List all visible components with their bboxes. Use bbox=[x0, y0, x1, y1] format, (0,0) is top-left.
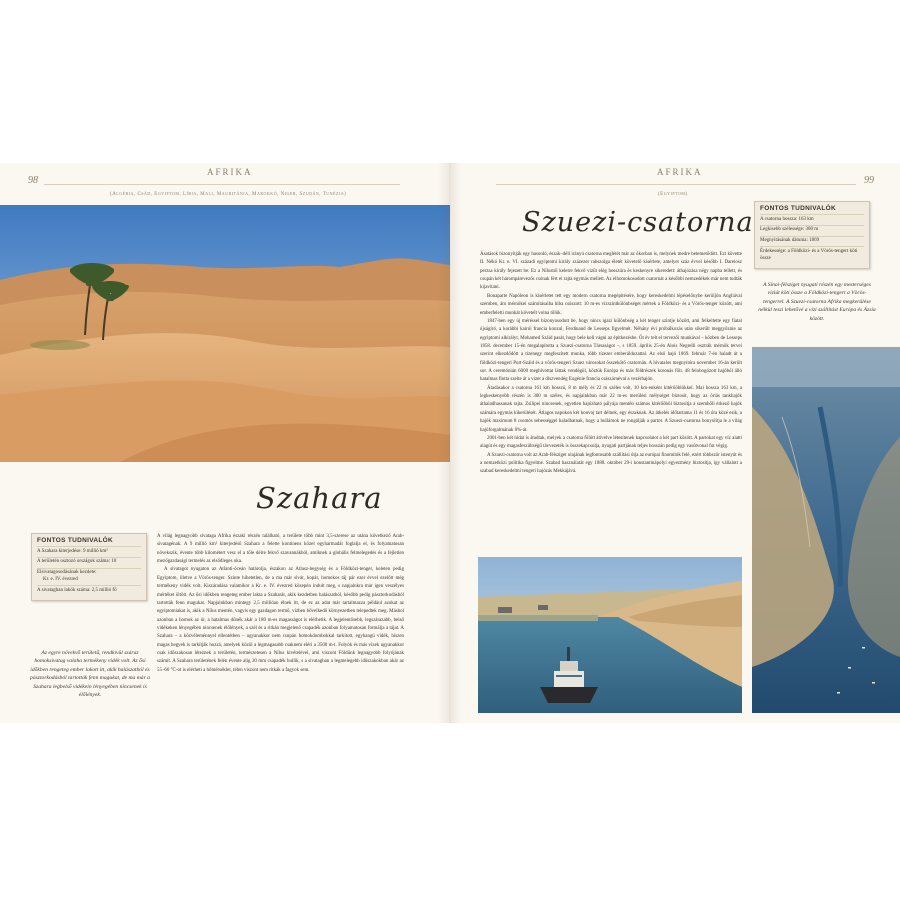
fact-box bbox=[31, 533, 147, 601]
fact-row: A Szahara kiterjedése: 9 millió km² bbox=[37, 546, 141, 557]
right-page bbox=[450, 163, 900, 723]
book-gutter bbox=[438, 163, 462, 723]
header-rule bbox=[496, 184, 856, 185]
book-spread bbox=[0, 163, 900, 723]
paragraph: Átadásakor a csatorna 161 km hosszú, 8 m mély és 22 m széles volt, 10 km-enként kitérőöblökkel. Mai hossza 163 km, a legkeskenyebb részén is 300 m széles, és napjainkban már 22 m-es merülési mélységet biztosít, hogy az óriás tankhajók áthaladhassanak rajta. Zsilipei nincsenek, egyetlen hajózható pályája mentén számos kitérőöböl biztosítja a szembőli érkező hajók számára egymás kikerülését. Átlagos napokon két konvoj tart délnek, egy északnak. Az átkelés időtartama 11 és 16 óra közé esik, a hajók maximum 8 csomós sebességgel haladhatnak, hogy a hullámok ne rongálják a partot. A Szuezi-csatorna bonyolítja le a világ hajóforgalmának 8%-át. bbox=[480, 385, 742, 433]
fact-row: Legkisebb szélessége: 300 m bbox=[760, 225, 864, 236]
fact-row: Megnyitásának dátuma: 1869 bbox=[760, 236, 864, 247]
suez-ship-photo bbox=[478, 557, 742, 713]
page-number: 98 bbox=[28, 175, 38, 186]
paragraph: Ásatások bizonyítják egy hasonló, észak–déli irányú csatorna meglétét már az ókorban is, melynek medre betemetődött. Ezt követte II. Nékó Kr. e. VI. századi egyiptomi király százezer rabszolga életét követelő kísérlete, amelyet száz évvel később I. Dareiosz perzsa király fejezett be. Ez a Nílustól keletre fekvő vizűt elég hosszúra és keskenyre sikeredett: áthajózása négy napba tellett, és csupán két hárompárevezős csónak fért el rajta egymás mellett. Az elhomokosodott csatornát a későbbi nemzedékek már nem tudták kijavítani. bbox=[480, 252, 742, 291]
page-title: Szahara bbox=[256, 481, 383, 515]
fact-row: Érdekessége: a Földközi- és a Vörös-tengert köti össze bbox=[760, 246, 864, 264]
header-rule bbox=[44, 184, 400, 185]
photo-caption: Az egyre növekvő területű, rendkívül száraz homoksivatag valaha termékeny vidék volt. Az ősi időkben rengeteg ember lakott itt, akik halászatból és pásztorkodásból tartották fenn magukat, de ma már a Szahara legbelső vidékein lényegében nincsenek is élőlények. bbox=[30, 650, 150, 698]
body-text bbox=[157, 533, 404, 675]
paragraph: Bonaparte Napóleon is kísérletet tett egy modern csatorna megépítésére, hogy kereskedelmi lépéselőnybe kerüljön Angliával szemben, ám mérnökei számításaiba hiba csúszott: 10 m-es vízszintkülönbséget mértek a Földközi- és a Vörös-tenger között, ami emberfeletti munkát követelt volna tőlük. bbox=[480, 293, 742, 316]
fact-box-title: FONTOS TUDNIVALÓK bbox=[37, 537, 113, 544]
sahara-photo bbox=[0, 205, 450, 462]
running-head: AFRIKA bbox=[657, 167, 703, 177]
paragraph: A Szuezi-csatorna volt az Arab-félsziget olajának legfontosabb szállítási útja az európai finomítók felé, ezért többször istenyút és a nemzetközi politika figyelme. Szabad használatát egy 1888. október 29-i konstantinápolyi egyezmény biztosítja, így vállalott a szabad kereskedelmi tengeri hajózás Mekkájává. bbox=[480, 452, 742, 475]
fact-box bbox=[754, 201, 870, 269]
page-title: Szuezi-csatorna bbox=[522, 207, 754, 238]
fact-row: A területén osztozó országok száma: 10 bbox=[37, 557, 141, 568]
left-page bbox=[0, 163, 450, 723]
suez-aerial-photo bbox=[752, 347, 900, 713]
fact-row: A csatorna hossza: 163 km bbox=[760, 214, 864, 225]
body-text bbox=[480, 251, 742, 477]
paragraph: 2001-ben két hidat is átadtak, melyek a csatorna fölött átívelve létesítenek kapcsolatot a két part között. A partokat egy víz alatti alagút és egy magasfeszültségű távvezeték is összekapcsolja, nyugati partjának teljes hosszán pedig egy vasútvonal fut végig. bbox=[480, 435, 742, 450]
paragraph: A sivatagot nyugaton az Atlanti-óceán határolja, északon az Atlasz-hegység és a Földközi-tenger, keleten pedig Egyiptom, illetve a Vörös-tenger. Szinte hihetetlen, de a ma már sivár, kopár, homokos táj pár ezer évvel ezelőtt még termékeny vidék volt. Kiszáradása valamikor a Kr. e. IV. évezred közepén indult meg, s napjainkra már igen veszélyes mértéket öltött. Az ősi időkben rengeteg ember lakta a Szaharát, akik kezdetben halászatból, később pedig pásztorkodásból tartották fenn magukat. Napjainkban mintegy 2,5 millióan élnek itt, de ez az adat már tartalmazza például azokat az egyiptomiakat is, akik a Nílus mentén, vagyis egy gazdagon termő, vízben bővelkedő környezetben telepedtek meg. Máshol azonban a homok az úr, a hatalmas dűnék akár a 180 m-es magasságot is elérhetik. A legjelentősebb, legszárazabb, belső vidékeken lényegében nincsenek élőlények, a szél és a ritkán megjelenő csapadék azonban folyamatosan formálja a tájat. A Szahara – a közvéleménnyel ellentétben – ugyanakkor nem csupán homokdombokkal tarkított, egyhangú vidék, hiszen magas hegyek is tarkítják hozzá, amelyek közül a legmagasabb csaknem eléri a 3500 m-t. Folyók és más vizek ugyanakkor csak időszakosan léteznek a területén, természetesen a Nílus kivételével, ami viszont Földünk legnagyobb folyójának számít. A Szahara területének felén évente alig 20 mm csapadék hullik, s a sivatagban a legmelegebb időszakokban akár az 55–60 °C-ot is elérheti a hőmérséklet, télen viszont nem ritkák a fagyok sem. bbox=[157, 567, 404, 673]
photo-caption: A Sínai-félsziget nyugati részén egy mesterséges víziút köti össze a Földközi-tengert a Vörös-tengerrel. A Szuezi-csatorna Afrika megkerülése nélkül teszi lehetővé a vízi szállítást Európa és Ázsia között. bbox=[758, 282, 876, 322]
running-subhead: (Egyiptom) bbox=[658, 192, 688, 197]
fact-row: Elsivatagosodásának kezdete: Kr. e. IV. évezred bbox=[37, 568, 141, 586]
running-head: AFRIKA bbox=[207, 167, 253, 177]
page-number: 99 bbox=[864, 175, 874, 186]
running-subhead: (Algéria, Csád, Egyiptom, Líbia, Mali, Mauritánia, Marokkó, Niger, Szudán, Tunézia) bbox=[110, 192, 347, 197]
paragraph: 1847-ben egy új méréssel bizonyosodott be, hogy nincs igazi különbség a két tenger szintje között, ami felkeltette egy fiatal újságíró, a korábbi kairói francia konzul, Ferdinand de Lesseps figyelmét. Néhány évi próbálkozás után sikerült meggyőznie az egyiptomi alkirályt, Mohamed Száid pasát, hogy bele kell vágni az építkezésbe. Öt év telt el tervezői munkával – közben de Lesseps 1858. december 15-én megalapította a Szuezi-csatorna Társaságot –, s 1859. április 25-én Alois Negrelli osztrák mérnök tervei szerint elkezdődött a tizenegy megfeszített munka, több tízezer emberáldozattal. Az első hajó 1869. február 7-én haladt át a földközi-tengeri Port-Száid és a vörös-tengeri Szuez városokat összekötő csatornán. A hivatalos megnyitóra november 16-án került sor. A ceremónián 6000 meghívottat láttak vendégül, köztük Európa és más földrészek koronás főit. 48 felobogózott hajóból álló hatalmas flotta szelte át a vizet a díszvendég Eugénie francia császárnéval a vezérhajón. bbox=[480, 318, 742, 383]
fact-row: A sivatagban lakók száma: 2,5 millió fő bbox=[37, 585, 141, 596]
fact-box-title: FONTOS TUDNIVALÓK bbox=[760, 205, 836, 212]
paragraph: A világ legnagyobb sivataga Afrika északi részén található, a területe több mint 3,5-szerese az utána következő Arab-sivatagénak. A 9 millió km² kiterjedésű Szahara a felette kontinens közel egyharmadát foglalja el, és folyamatosan növekszik, évente több kilométert vesz el a tőle délre fekvő szavannákból, amiknek a globális felmelegedés és a fejletlen mezőgazdasági termelés az elsődleges oka. bbox=[157, 534, 404, 565]
